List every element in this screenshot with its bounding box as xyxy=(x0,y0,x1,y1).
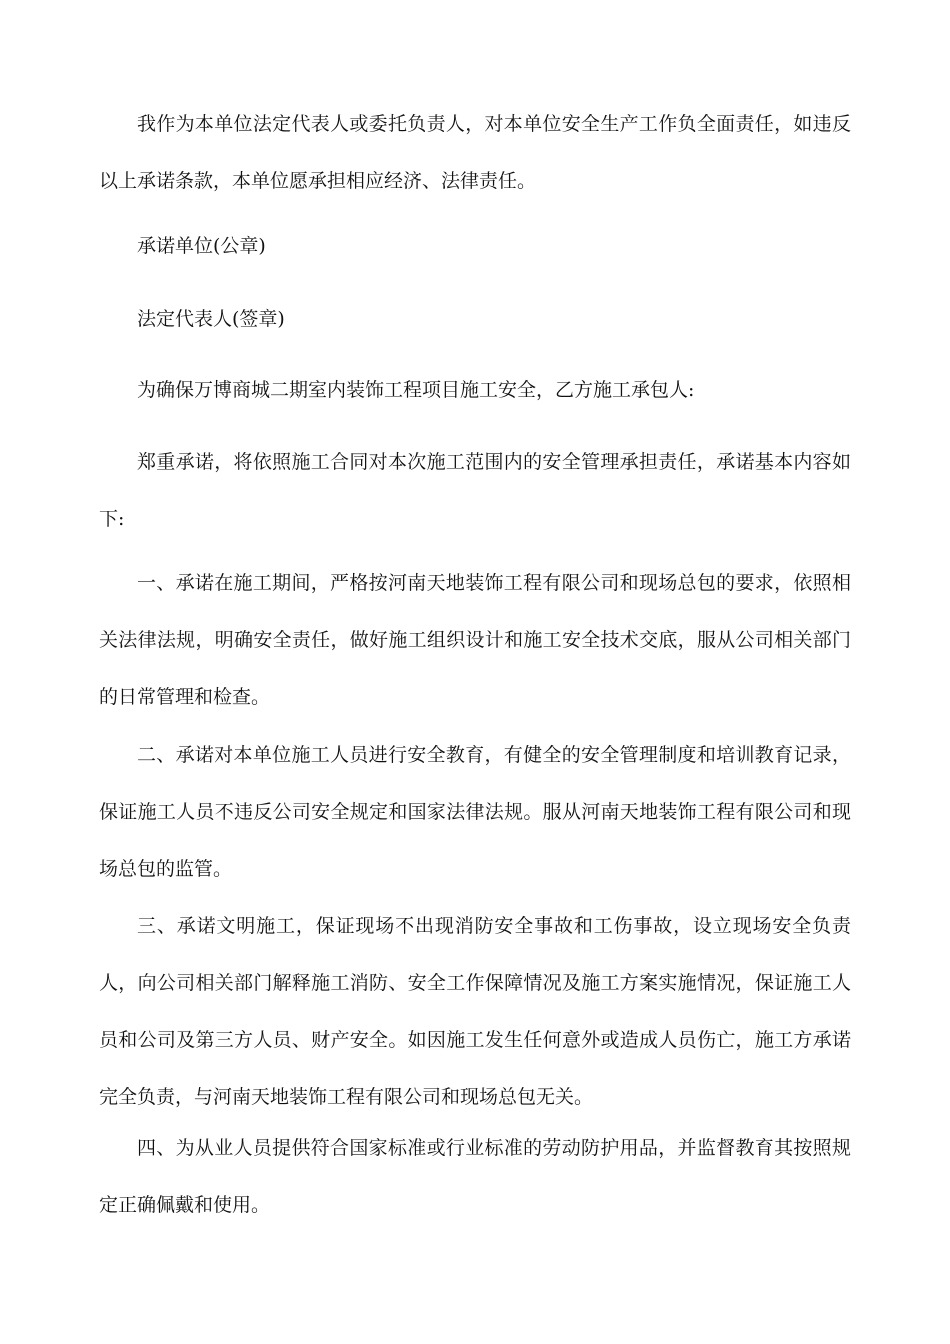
paragraph-item-3: 三、承诺文明施工，保证现场不出现消防安全事故和工伤事故，设立现场安全负责人，向公司相关部门解释施工消防、安全工作保障情况及施工方案实施情况，保证施工人员和公司及第三方人员、财产安全。如因施工发生任何意外或造成人员伤亡，施工方承诺完全负责，与河南天地装饰工程有限公司和现场总包无关。 xyxy=(99,915,851,1108)
paragraph-committing-unit: 承诺单位(公章) xyxy=(137,235,266,257)
paragraph-item-1: 一、承诺在施工期间，严格按河南天地装饰工程有限公司和现场总包的要求，依照相关法律法规，明确安全责任，做好施工组织设计和施工安全技术交底，服从公司相关部门的日常管理和检查。 xyxy=(99,572,851,708)
paragraph-solemn-commitment: 郑重承诺，将依照施工合同对本次施工范围内的安全管理承担责任，承诺基本内容如下: xyxy=(99,451,851,530)
paragraph-item-2: 二、承诺对本单位施工人员进行安全教育，有健全的安全管理制度和培训教育记录，保证施工人员不违反公司安全规定和国家法律法规。服从河南天地装饰工程有限公司和现场总包的监管。 xyxy=(99,744,851,880)
paragraph-item-4: 四、为从业人员提供符合国家标准或行业标准的劳动防护用品，并监督教育其按照规定正确佩戴和使用。 xyxy=(99,1137,851,1216)
paragraph-intro: 为确保万博商城二期室内装饰工程项目施工安全，乙方施工承包人: xyxy=(137,379,695,401)
paragraph-legal-representative: 法定代表人(签章) xyxy=(137,308,285,330)
paragraph-responsibility: 我作为本单位法定代表人或委托负责人，对本单位安全生产工作负全面责任，如违反以上承诺条款，本单位愿承担相应经济、法律责任。 xyxy=(99,113,851,192)
